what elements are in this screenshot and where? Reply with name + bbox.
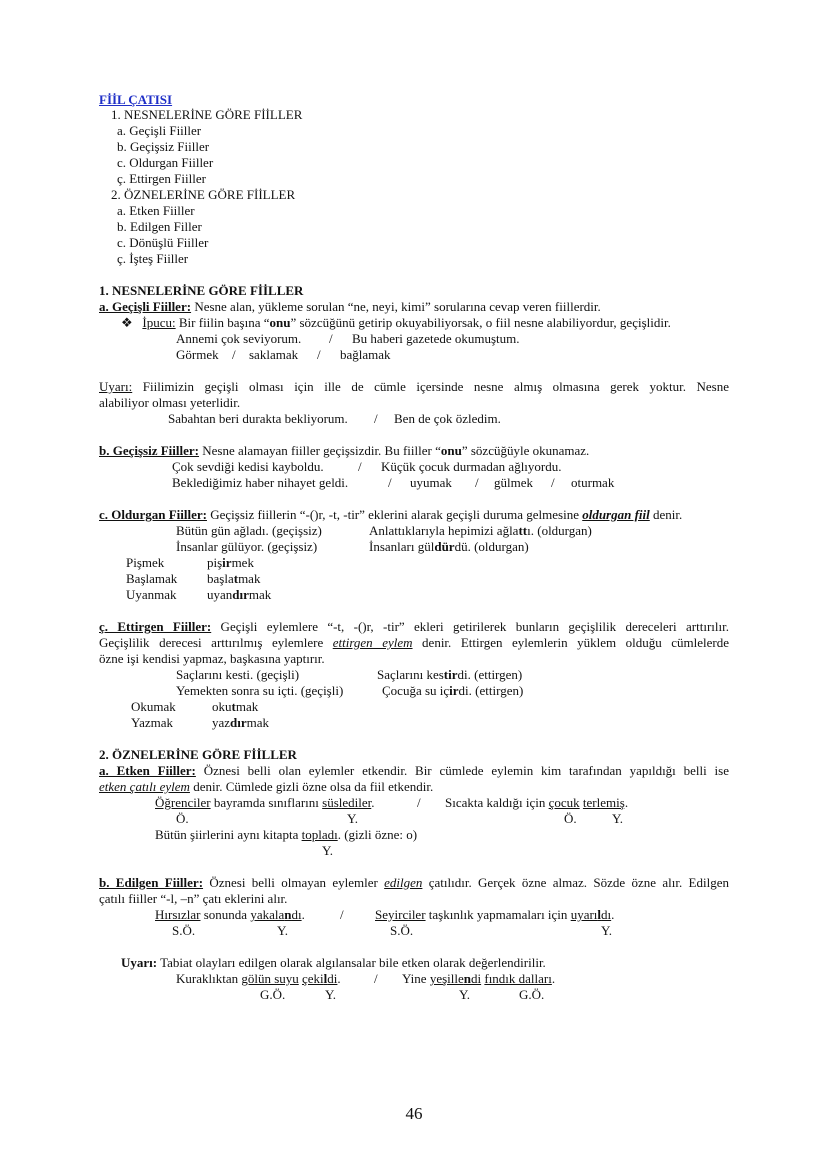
example-sentence: Bütün gün ağladı. (geçişsiz) [176,523,322,538]
separator: / [232,347,236,362]
example-word: Uyanmak [126,587,177,602]
term-label: a. Geçişli Fiiller: [99,299,192,314]
separator: / [417,795,421,810]
example-sentence: Çok sevdiği kedisi kayboldu. [172,459,324,474]
separator: / [551,475,555,490]
definition-line: b. Edilgen Fiiller: Öznesi belli olmayan eylemler edilgen çatılıdır. Gerçek özne almaz. Sözde özne alır. Edilgen [99,875,729,890]
example-word: oturmak [571,475,615,490]
example-word: gülmek [494,475,533,490]
section-heading: 2. ÖZNELERİNE GÖRE FİİLLER [99,747,297,762]
example-sentence: Sıcakta kaldığı için çocuk terlemiş. [445,795,629,810]
grammar-mark: Y. [459,987,470,1002]
example-word: bağlamak [340,347,391,362]
grammar-mark: S.Ö. [390,923,414,938]
grammar-mark: G.Ö. [260,987,286,1002]
example-sentence: Hırsızlar sonunda yakalandı. [155,907,305,922]
term-label: ç. Ettirgen Fiiller: [99,619,212,634]
term-label: b. Geçişsiz Fiiller: [99,443,200,458]
example-sentence: Küçük çocuk durmadan ağlıyordu. [381,459,562,474]
example-word: pişirmek [207,555,254,570]
example-sentence: İnsanları güldürdü. (oldurgan) [369,539,529,554]
definition-line: çatılı fiiller “-l, –n” çatı eklerini alır. [99,891,288,906]
example-sentence: Anlattıklarıyla hepimizi ağlattı. (oldurgan) [369,523,592,538]
outline-item: b. Edilgen Filler [117,219,202,234]
grammar-mark: Y. [277,923,288,938]
term-label: a. Etken Fiiller: [99,763,196,778]
example-word: Okumak [131,699,176,714]
separator: / [388,475,392,490]
grammar-mark: Y. [601,923,612,938]
grammar-mark: Y. [347,811,358,826]
outline-item: ç. İşteş Fiiller [117,251,189,266]
example-word: Başlamak [126,571,178,586]
tip-label: İpucu: [142,315,176,330]
definition-line: etken çatılı eylem denir. Cümlede gizli özne olsa da fiil etkendir. [99,779,434,794]
example-word: Yazmak [131,715,174,730]
separator: / [329,331,333,346]
example-sentence: Annemi çok seviyorum. [176,331,302,346]
warning-line: Uyarı: Tabiat olayları edilgen olarak algılansalar bile etken olarak değerlendirilir. [121,955,546,970]
example-word: okutmak [212,699,259,714]
outline-item: c. Oldurgan Fiiller [117,155,214,170]
definition-line: b. Geçişsiz Fiiller: Nesne alamayan fiiller geçişsizdir. Bu fiiller “onu” sözcüğüyle okunamaz. [99,443,590,458]
example-word: uyandırmak [207,587,272,602]
example-word: başlatmak [207,571,261,586]
definition-line: özne işi kendisi yapmaz, başkasına yaptırır. [99,651,325,666]
definition-line: Geçişlilik derecesi arttırılmış eylemlere ettirgen eylem denir. Ettirgen eylemlerin yüklem olduğu cümlelerde [99,635,729,650]
example-sentence: Ben de çok özledim. [394,411,501,426]
outline-item: c. Dönüşlü Fiiller [117,235,209,250]
section-heading: 1. NESNELERİNE GÖRE FİİLLER [99,283,304,298]
diamond-bullet-icon: ❖ [121,315,133,330]
example-sentence: Kuraklıktan gölün suyu çekildi. [176,971,341,986]
definition-line: ç. Ettirgen Fiiller: Geçişli eylemlere “-t, -()r, -tir” ekleri getirilerek bunların geçişlilik dereceleri arttırılır. [99,619,729,634]
grammar-mark: Y. [325,987,336,1002]
separator: / [374,971,378,986]
example-sentence: Beklediğimiz haber nihayet geldi. [172,475,349,490]
warning-label: Uyarı: [99,379,133,394]
example-sentence: Saçlarını kestirdi. (ettirgen) [377,667,523,682]
grammar-mark: Ö. [564,811,577,826]
example-sentence: Sabahtan beri durakta bekliyorum. [168,411,348,426]
outline-item: b. Geçişsiz Fiiller [117,139,210,154]
separator: / [317,347,321,362]
page-title: FİİL ÇATISI [99,92,173,107]
term-label: c. Oldurgan Fiiller: [99,507,207,522]
example-word: saklamak [249,347,299,362]
example-word: uyumak [410,475,452,490]
outline-item: 1. NESNELERİNE GÖRE FİİLLER [111,107,303,122]
example-sentence: Çocuğa su içirdi. (ettirgen) [382,683,524,698]
warning-line: Uyarı: Fiilimizin geçişli olması için ille de cümle içersinde nesne almış olmasına gerek yoktur. Nesne [99,379,729,394]
separator: / [340,907,344,922]
example-word: Görmek [176,347,219,362]
outline-item: 2. ÖZNELERİNE GÖRE FİİLLER [111,187,296,202]
separator: / [374,411,378,426]
grammar-mark: G.Ö. [519,987,545,1002]
separator: / [358,459,362,474]
warning-line: alabiliyor olması yeterlidir. [99,395,241,410]
tip-line: ❖ İpucu: Bir fiilin başına “onu” sözcüğünü getirip okuyabiliyorsak, o fiil nesne alabiliyordur, geçişlidir. [121,315,671,330]
example-sentence: Seyirciler taşkınlık yapmamaları için uyarıldı. [375,907,615,922]
definition-line [99,299,601,315]
outline-item: a. Geçişli Fiiller [117,123,202,138]
definition-line: c. Oldurgan Fiiller: Geçişsiz fiillerin “-()r, -t, -tir” eklerini alarak geçişli duruma gelmesine oldurgan fiil denir. [99,507,683,522]
example-sentence: Bütün şiirlerini aynı kitapta topladı. (gizli özne: o) [155,827,418,842]
example-word: yazdırmak [212,715,270,730]
definition-text: Nesne alan, yükleme sorulan “ne, neyi, kimi” sorularına cevap veren fiillerdir. [191,299,601,314]
page-number: 46 [405,1104,423,1123]
example-word: Pişmek [126,555,165,570]
grammar-mark: S.Ö. [172,923,196,938]
separator: / [475,475,479,490]
example-sentence: Yemekten sonra su içti. (geçişli) [176,683,344,698]
outline-item: a. Etken Fiiller [117,203,195,218]
outline-item: ç. Ettirgen Fiiller [117,171,206,186]
example-sentence: Yine yeşillendi fındık dalları. [402,971,556,986]
example-sentence: Bu haberi gazetede okumuştum. [352,331,520,346]
example-sentence: Saçlarını kesti. (geçişli) [176,667,300,682]
grammar-mark: Y. [322,843,333,858]
example-sentence: Öğrenciler bayramda sınıflarını süslediler. [155,795,375,810]
definition-line: a. Etken Fiiller: Öznesi belli olan eylemler etkendir. Bir cümlede eylemin kim tarafından yapıldığı belli ise [99,763,729,778]
example-sentence: İnsanlar gülüyor. (geçişsiz) [176,539,318,554]
term-label: b. Edilgen Fiiller: [99,875,204,890]
grammar-mark: Y. [612,811,623,826]
grammar-mark: Ö. [176,811,189,826]
warning-label: Uyarı: [121,955,158,970]
